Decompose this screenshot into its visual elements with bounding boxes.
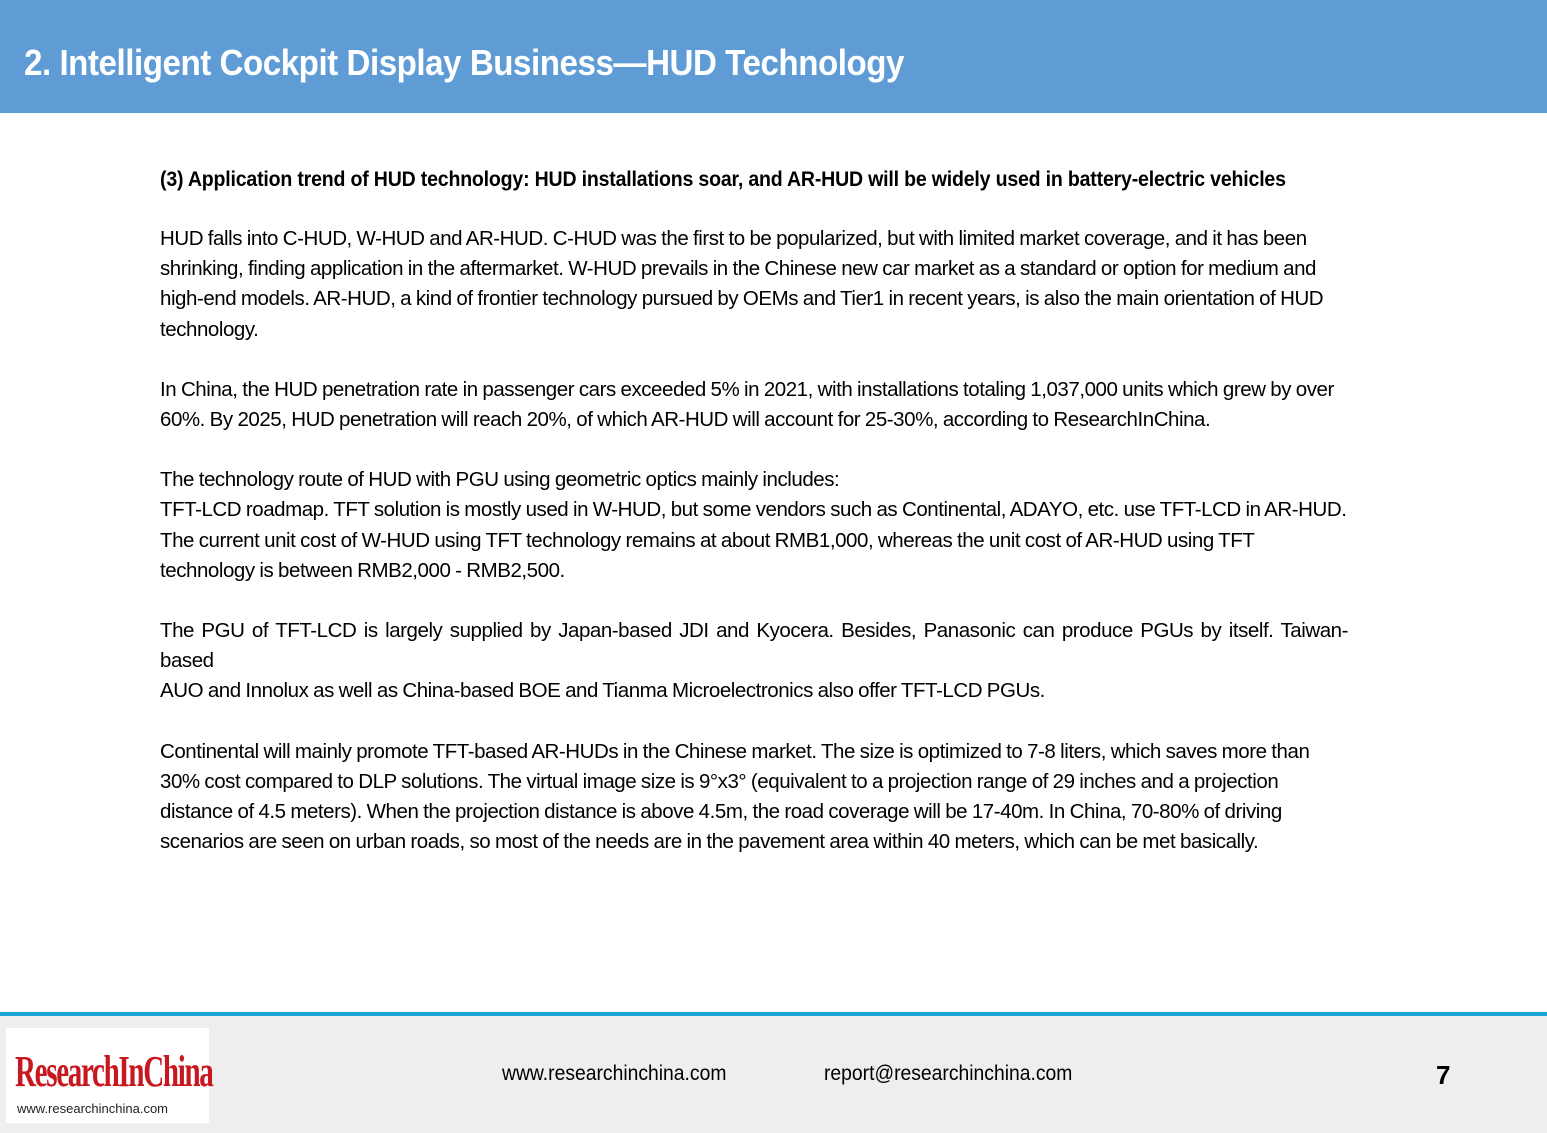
paragraph-line: technology. xyxy=(160,317,259,341)
paragraph-line: 60%. By 2025, HUD penetration will reach 20%, of which AR-HUD will account for 25-30%, according to ResearchInChina. xyxy=(160,408,1211,432)
paragraph-line: TFT-LCD roadmap. TFT solution is mostly used in W-HUD, but some vendors such as Continental, ADAYO, etc. use TFT-LCD in AR-HUD. xyxy=(160,498,1347,522)
header-bar xyxy=(0,0,1547,113)
logo-url: www.researchinchina.com xyxy=(17,1101,169,1116)
paragraph-hud-types xyxy=(160,224,1348,345)
company-logo xyxy=(6,1028,213,1123)
page-number: 7 xyxy=(1436,1060,1451,1090)
paragraph-line: shrinking, finding application in the aftermarket. W-HUD prevails in the Chinese new car market as a standard or option for medium and xyxy=(160,257,1316,281)
paragraph-line: distance of 4.5 meters). When the projection distance is above 4.5m, the road coverage will be 17-40m. In China, 70-80% of driving xyxy=(160,800,1282,824)
paragraph-line: The PGU of TFT-LCD is largely supplied by Japan-based JDI and Kyocera. Besides, Panasonic can produce PGUs by itself. Taiwan-based xyxy=(160,619,1348,673)
paragraph-line: Continental will mainly promote TFT-based AR-HUDs in the Chinese market. The size is optimized to 7-8 liters, which saves more than xyxy=(160,739,1310,763)
paragraph-line: technology is between RMB2,000 - RMB2,500. xyxy=(160,558,565,582)
paragraph-line: The technology route of HUD with PGU using geometric optics mainly includes: xyxy=(160,468,840,492)
main-content xyxy=(160,166,1348,887)
logo-wordmark: ResearchInChina xyxy=(15,1047,213,1096)
paragraph-pgu-suppliers xyxy=(160,616,1348,707)
paragraph-technology-route xyxy=(160,465,1348,586)
section-heading: (3) Application trend of HUD technology: HUD installations soar, and AR-HUD will be widely used in battery-electric vehicles xyxy=(160,168,1286,191)
footer-email-link[interactable]: report@researchinchina.com xyxy=(824,1062,1073,1085)
paragraph-line: The current unit cost of W-HUD using TFT technology remains at about RMB1,000, whereas the unit cost of AR-HUD using TFT xyxy=(160,528,1255,552)
footer xyxy=(0,1016,1547,1133)
paragraph-line: 30% cost compared to DLP solutions. The virtual image size is 9°x3° (equivalent to a projection range of 29 inches and a projection xyxy=(160,769,1279,793)
footer-website-link[interactable]: www.researchinchina.com xyxy=(502,1062,727,1085)
paragraph-line: HUD falls into C-HUD, W-HUD and AR-HUD. C-HUD was the first to be popularized, but with limited market coverage, and it has been xyxy=(160,227,1307,250)
paragraph-line: high-end models. AR-HUD, a kind of frontier technology pursued by OEMs and Tier1 in recent years, is also the main orientation of HUD xyxy=(160,287,1324,311)
paragraph-line: In China, the HUD penetration rate in passenger cars exceeded 5% in 2021, with installations totaling 1,037,000 units which grew by over xyxy=(160,377,1334,401)
page-title: 2. Intelligent Cockpit Display Business—HUD Technology xyxy=(24,42,904,83)
paragraph-line: scenarios are seen on urban roads, so most of the needs are in the pavement area within 40 meters, which can be met basically. xyxy=(160,830,1259,854)
paragraph-penetration-rate xyxy=(160,375,1348,435)
paragraph-line: AUO and Innolux as well as China-based BOE and Tianma Microelectronics also offer TFT-LCD PGUs. xyxy=(160,679,1045,703)
paragraph-continental xyxy=(160,737,1348,858)
